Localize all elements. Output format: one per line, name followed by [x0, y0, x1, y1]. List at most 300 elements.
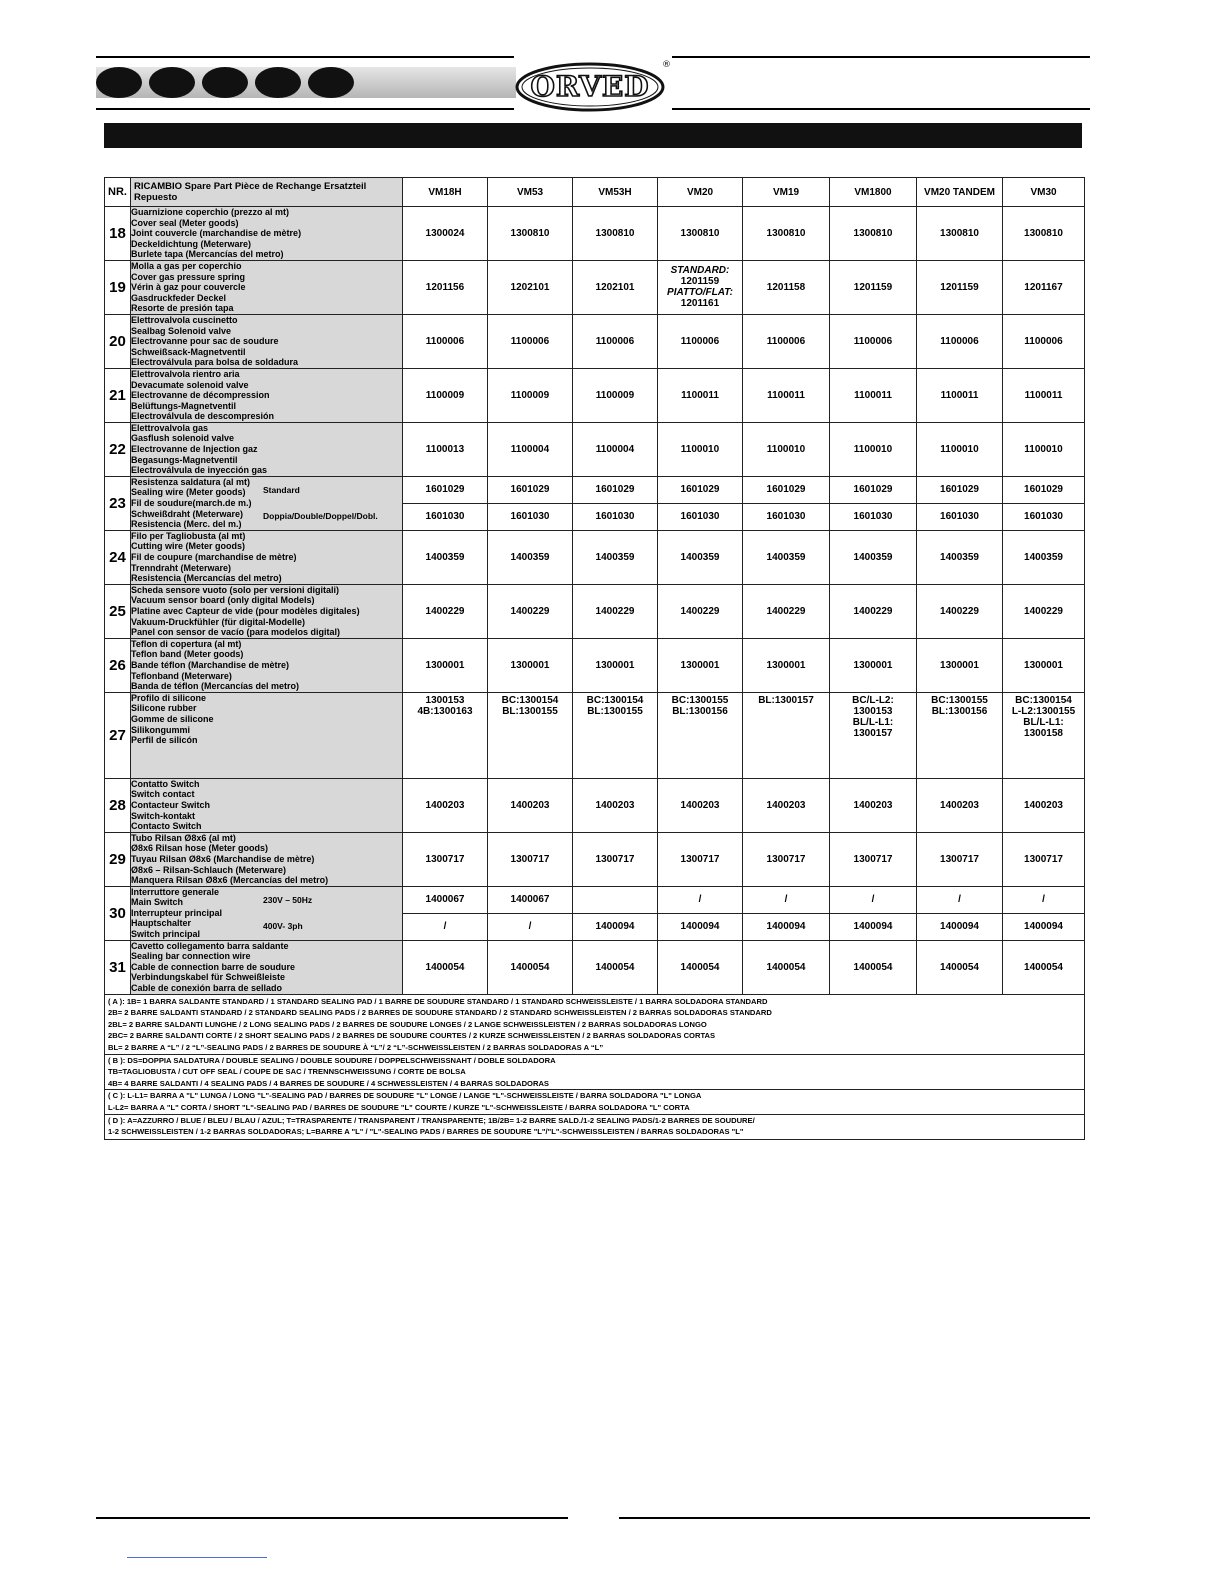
row-number: 19	[105, 260, 131, 314]
notes-line: 2BL= 2 BARRE SALDANTI LUNGHE / 2 LONG SEALING PADS / 2 BARRES DE SOUDURE LONGES / 2 LANGE SCHWEISSLEISTEN / 2 BARRAS SOLDADORAS LONGO	[108, 1019, 707, 1029]
part-code-cell	[743, 692, 830, 778]
header-dot-bar	[96, 67, 516, 98]
description-line: Switch principal	[131, 929, 201, 940]
description-line: Platine avec Capteur de vide (pour modèles digitales)	[131, 606, 360, 616]
table-row	[105, 314, 1085, 368]
option-label: 400V- 3ph	[263, 921, 303, 932]
part-description	[131, 207, 403, 261]
table-row	[105, 940, 1085, 994]
part-code-primary: 1601029	[1003, 477, 1084, 504]
description-line: Electrovanne de décompression	[131, 390, 270, 401]
header-dot	[202, 67, 248, 98]
part-code-cell	[573, 692, 658, 778]
description-line: Electroválvula de inyección gas	[131, 465, 268, 476]
notes-line: ( A ): 1B= 1 BARRA SALDANTE STANDARD / 1 STANDARD SEALING PAD / 1 BARRE DE SOUDURE STANDARD / 1 STANDARD SCHWEISSLEISTE / 1 BARRA SOLDADORA STANDARD	[108, 996, 768, 1006]
part-code-cell: 1300717	[488, 832, 573, 886]
part-code-primary: /	[830, 887, 916, 914]
part-code-cell: 1400229	[917, 584, 1003, 638]
part-code-cell: 1400359	[917, 530, 1003, 584]
part-code-cell: 1400359	[830, 530, 917, 584]
part-code-primary: 1601029	[917, 477, 1002, 504]
description-line: Panel con sensor de vacío (para modelos digital)	[131, 627, 341, 638]
part-code-cell: 1201159	[917, 260, 1003, 314]
description-line: Teflon di copertura (al mt)	[131, 638, 242, 649]
notes-row	[105, 994, 1085, 1139]
table-row	[105, 530, 1085, 584]
part-code-cell: 1100004	[488, 422, 573, 476]
row-number: 21	[105, 368, 131, 422]
part-code-cell: 1201158	[743, 260, 830, 314]
description-line: Belüftungs-Magnetventil	[131, 400, 236, 411]
option-label: Standard	[263, 484, 300, 495]
part-code-primary: 1400067	[403, 887, 487, 914]
table-row	[105, 584, 1085, 638]
part-code-cell: 1400203	[917, 778, 1003, 832]
registered-mark: ®	[662, 60, 671, 70]
part-code-cell: 1400229	[830, 584, 917, 638]
part-description	[131, 422, 403, 476]
table-row	[105, 207, 1085, 261]
split-cell	[1003, 887, 1084, 940]
part-code-cell	[488, 692, 573, 778]
part-code-cell: 1400359	[488, 530, 573, 584]
description-line: Fil de soudure(march.de m.)	[131, 498, 252, 509]
header-dot	[308, 67, 354, 98]
part-code-primary: 1601029	[830, 477, 916, 504]
part-code-line: 1300153	[853, 705, 893, 717]
model-header: VM1800	[830, 178, 917, 207]
part-description	[131, 778, 403, 832]
description-line: Cutting wire (Meter goods)	[131, 541, 245, 552]
part-code-cell: 1201167	[1003, 260, 1085, 314]
row-number: 22	[105, 422, 131, 476]
part-code-cell: 1100010	[658, 422, 743, 476]
part-code-primary: /	[1003, 887, 1084, 914]
description-line: Cover seal (Meter goods)	[131, 217, 239, 228]
model-header: VM19	[743, 178, 830, 207]
part-code-cell: 1100006	[658, 314, 743, 368]
description-line: Sealing bar connection wire	[131, 951, 251, 962]
description-line: Vacuum sensor board (only digital Models)	[131, 595, 315, 606]
part-description	[131, 314, 403, 368]
part-code-line: 1300158	[1024, 727, 1063, 739]
part-code-cell: 1400054	[830, 940, 917, 994]
footer-link-underline	[127, 1557, 267, 1558]
part-code-cell: 1400054	[917, 940, 1003, 994]
split-cell	[917, 887, 1002, 940]
part-code-cell: 1300001	[488, 638, 573, 692]
part-code-line: BL/L-L1:	[1023, 716, 1064, 728]
part-code-cell: 1300717	[830, 832, 917, 886]
description-line: Guarnizione coperchio (prezzo al mt)	[131, 207, 290, 217]
nr-header: NR.	[105, 178, 131, 207]
row-number: 27	[105, 692, 131, 778]
part-code-variant: 1201159	[680, 276, 720, 288]
part-code-cell: 1300810	[573, 207, 658, 261]
part-code-cell: 1100006	[573, 314, 658, 368]
part-code-cell: 1300717	[743, 832, 830, 886]
description-line: Hauptschalter	[131, 918, 192, 929]
description-line: Vérin à gaz pour couvercle	[131, 282, 246, 293]
description-line: Profilo di silicone	[131, 692, 207, 703]
part-code-primary: 1601029	[403, 477, 487, 504]
part-code-primary: 1601029	[488, 477, 572, 504]
part-code-line: BL:1300156	[672, 705, 728, 717]
part-code-cell: 1100011	[743, 368, 830, 422]
split-cell	[917, 477, 1002, 530]
table-row	[105, 832, 1085, 886]
description-line: Elettrovalvola cuscinetto	[131, 314, 238, 325]
part-code-line: 1300157	[853, 727, 893, 739]
description-line: Resistencia (Mercancías del metro)	[131, 573, 282, 584]
part-code-cell: 1400229	[488, 584, 573, 638]
part-code-secondary: 1400094	[940, 921, 979, 933]
part-code-primary: 1601029	[743, 477, 829, 504]
part-code-line: BL/L-L1:	[852, 716, 894, 728]
part-code-primary: 1601029	[658, 477, 742, 504]
notes-line: TB=TAGLIOBUSTA / CUT OFF SEAL / COUPE DE SAC / TRENNSCHWEISSUNG / CORTE DE BOLSA	[108, 1067, 466, 1077]
header-bottom-rule-right	[672, 108, 1090, 110]
header-top-rule-right	[672, 56, 1090, 58]
description-line: Devacumate solenoid valve	[131, 379, 249, 390]
part-code-cell: 1100011	[1003, 368, 1085, 422]
part-code-cell: 1400359	[1003, 530, 1085, 584]
row-number: 29	[105, 832, 131, 886]
part-code-variant: STANDARD:	[670, 265, 730, 277]
part-code-secondary: 1601030	[940, 511, 979, 523]
row-number: 24	[105, 530, 131, 584]
spare-parts-table	[104, 177, 1085, 1140]
split-cell	[1003, 477, 1084, 530]
model-header: VM30	[1003, 178, 1085, 207]
description-line: Contacteur Switch	[131, 799, 211, 810]
part-description	[131, 260, 403, 314]
orved-logo	[514, 58, 670, 112]
part-description	[131, 476, 403, 530]
description-line: Teflonband (Meterware)	[131, 670, 232, 681]
table-row	[105, 886, 1085, 940]
part-code-cell: 1400054	[743, 940, 830, 994]
part-code-cell	[488, 476, 573, 530]
part-code-cell	[658, 692, 743, 778]
description-line: Interrupteur principal	[131, 907, 223, 918]
part-code-primary: /	[917, 887, 1002, 914]
part-code-cell: 1300001	[573, 638, 658, 692]
description-with-options	[131, 477, 402, 530]
part-code-cell: 1100013	[403, 422, 488, 476]
part-code-cell	[830, 886, 917, 940]
description-line: Banda de téflon (Mercancías del metro)	[131, 681, 300, 692]
model-header: VM53	[488, 178, 573, 207]
part-code-cell: 1300001	[403, 638, 488, 692]
part-code-line: BC:1300154	[501, 694, 559, 706]
part-code-cell: 1300810	[743, 207, 830, 261]
model-header: VM53H	[573, 178, 658, 207]
part-description	[131, 584, 403, 638]
description-line: Switch contact	[131, 789, 195, 800]
part-code-cell: 1100009	[488, 368, 573, 422]
table-row	[105, 260, 1085, 314]
part-code-cell: 1300024	[403, 207, 488, 261]
part-code-cell: 1300717	[917, 832, 1003, 886]
part-code-secondary: 1601030	[766, 511, 806, 523]
model-header: VM18H	[403, 178, 488, 207]
part-description	[131, 368, 403, 422]
notes-legend	[105, 994, 1085, 1139]
part-code-secondary: 1601030	[510, 511, 550, 523]
header-dot	[96, 67, 142, 98]
split-cell	[403, 477, 487, 530]
part-code-cell: 1300001	[917, 638, 1003, 692]
part-code-variant: PIATTO/FLAT:	[667, 287, 733, 299]
part-code-cell: 1202101	[488, 260, 573, 314]
notes-line: BL= 2 BARRE A “L” / 2 “L”-SEALING PADS / 2 BARRES DE SOUDURE À “L”/ 2 “L”-SCHWEISSLEISTEN / 2 BARRAS SOLDADORAS A “L”	[108, 1043, 604, 1053]
part-code-cell: 1100006	[830, 314, 917, 368]
part-code-cell: 1400054	[488, 940, 573, 994]
row-number: 31	[105, 940, 131, 994]
description-line: Vakuum-Druckfühler (für digital-Modelle)	[131, 616, 306, 627]
split-cell	[658, 887, 742, 940]
description-line: Electroválvula para bolsa de soldadura	[131, 357, 299, 368]
description-line: Contacto Switch	[131, 821, 202, 832]
part-code-cell	[658, 260, 743, 314]
part-code-primary: 1400067	[488, 887, 572, 914]
part-code-cell: 1100010	[917, 422, 1003, 476]
part-code-line: BC:1300154	[586, 694, 644, 706]
split-cell	[830, 477, 916, 530]
description-line: Ø8x6 Rilsan hose (Meter goods)	[131, 843, 269, 854]
part-code-cell: 1400359	[658, 530, 743, 584]
description-line: Trenndraht (Meterware)	[131, 562, 232, 573]
part-code-cell: 1400054	[658, 940, 743, 994]
footer-rule-left	[96, 1517, 568, 1519]
split-cell	[403, 887, 487, 940]
part-code-line: BC:1300155	[931, 694, 988, 706]
description-line: Tubo Rilsan Ø8x6 (al mt)	[131, 832, 236, 843]
table-row	[105, 476, 1085, 530]
description-line: Main Switch	[131, 897, 184, 908]
notes-line: ( C ): L-L1= BARRA A "L" LUNGA / LONG "L"-SEALING PAD / BARRES DE SOUDURE "L" LONGE / LANGE "L"-SCHWEISSLEISTE / BARRA SOLDADORA "L" LONGA	[108, 1091, 702, 1101]
part-description	[131, 692, 403, 778]
part-code-cell: 1400203	[573, 778, 658, 832]
part-code-cell: 1400229	[658, 584, 743, 638]
description-line: Deckeldichtung (Meterware)	[131, 238, 252, 249]
part-code-cell	[403, 476, 488, 530]
notes-line: L-L2= BARRA A "L" CORTA / SHORT "L"-SEALING PAD / BARRES DE SOUDURE "L" COURTE / KURZE "L"-SCHWEISSLEISTE / BARRA SOLDADORA "L" CORTA	[108, 1103, 690, 1112]
part-code-cell: 1100010	[1003, 422, 1085, 476]
part-code-line: BL:1300155	[587, 705, 643, 717]
part-code-line: BC/L-L2:	[852, 694, 894, 706]
part-code-cell: 1100010	[830, 422, 917, 476]
part-code-cell: 1100006	[403, 314, 488, 368]
part-code-cell: 1400229	[1003, 584, 1085, 638]
part-code-secondary: 1601030	[1024, 511, 1063, 523]
part-code-cell	[917, 886, 1003, 940]
part-code-secondary: /	[528, 921, 532, 933]
description-lines	[131, 477, 259, 530]
option-labels	[259, 887, 312, 940]
footer-rule-right	[619, 1517, 1090, 1519]
part-code-secondary: 1601030	[853, 511, 893, 523]
part-code-line: BC:1300154	[1015, 694, 1072, 706]
description-line: Molla a gas per coperchio	[131, 260, 242, 271]
description-line: Ø8x6 – Rilsan-Schlauch (Meterware)	[131, 864, 287, 875]
split-cell	[573, 887, 657, 940]
description-line: Sealing wire (Meter goods)	[131, 487, 246, 498]
part-header: RICAMBIO Spare Part Pièce de Rechange Ersatzteil Repuesto	[131, 178, 403, 207]
part-code-cell: 1100004	[573, 422, 658, 476]
table-header-row	[105, 178, 1085, 207]
part-code-line: BL:1300157	[758, 694, 814, 706]
description-line: Elettrovalvola gas	[131, 422, 209, 433]
notes-line: ( D ): A=AZZURRO / BLUE / BLEU / BLAU / AZUL; T=TRASPARENTE / TRANSPARENT / TRANSPARENTE; 1B/2B= 1-2 BARRE SALD./1-2 SEALING PADS/1-2 BARRES DE SOUDURE/	[108, 1115, 755, 1125]
part-code-cell: 1300717	[403, 832, 488, 886]
notes-group	[105, 996, 1084, 1055]
header-bottom-rule-left	[96, 108, 514, 110]
notes-line: ( B ): DS=DOPPIA SALDATURA / DOUBLE SEALING / DOUBLE SOUDURE / DOPPELSCHWEISSNAHT / DOBLE SOLDADORA	[108, 1055, 556, 1065]
part-code-line: 4B:1300163	[417, 705, 473, 717]
description-line: Electroválvula de descompresión	[131, 411, 275, 422]
description-line: Perfil de silicón	[131, 735, 198, 746]
option-label: Doppia/Double/Doppel/Dobl.	[263, 511, 378, 522]
part-code-cell: 1400203	[830, 778, 917, 832]
part-code-cell	[1003, 692, 1085, 778]
notes-group	[105, 1090, 1084, 1114]
part-code-cell: 1400203	[658, 778, 743, 832]
description-lines	[131, 887, 259, 940]
row-number: 18	[105, 207, 131, 261]
part-code-cell: 1100006	[917, 314, 1003, 368]
split-cell	[830, 887, 916, 940]
part-code-cell: 1100006	[1003, 314, 1085, 368]
description-line: Scheda sensore vuoto (solo per versioni digitali)	[131, 584, 340, 595]
part-code-cell: 1400359	[743, 530, 830, 584]
split-cell	[743, 887, 829, 940]
split-cell	[743, 477, 829, 530]
part-code-cell: 1400229	[403, 584, 488, 638]
notes-line: 4B= 4 BARRE SALDANTI / 4 SEALING PADS / 4 BARRES DE SOUDURE / 4 SCHWESSLEISTEN / 4 BARRAS SOLDADORAS	[108, 1078, 549, 1088]
split-cell	[658, 477, 742, 530]
description-line: Switch-kontakt	[131, 810, 196, 821]
row-number: 25	[105, 584, 131, 638]
part-code-cell: 1300810	[488, 207, 573, 261]
notes-group	[105, 1115, 1084, 1138]
part-code-cell: 1400203	[1003, 778, 1085, 832]
notes-line: 2BC= 2 BARRE SALDANTI CORTE / 2 SHORT SEALING PADS / 2 BARRES DE SOUDURE COURTES / 2 KURZE SCHWEISSLEISTEN / 2 BARRAS SOLDADORAS CORTAS	[108, 1031, 716, 1041]
description-line: Contatto Switch	[131, 778, 200, 789]
option-label: 230V – 50Hz	[263, 894, 313, 905]
part-code-cell: 1400203	[743, 778, 830, 832]
part-code-cell	[658, 886, 743, 940]
description-line: Silikongummi	[131, 724, 191, 735]
part-code-cell: 1100009	[573, 368, 658, 422]
logo-text: ORVED	[530, 70, 650, 103]
description-line: Filo per Tagliobusta (al mt)	[131, 530, 246, 541]
part-code-cell: 1300810	[658, 207, 743, 261]
part-code-cell	[830, 476, 917, 530]
row-number: 26	[105, 638, 131, 692]
part-code-cell: 1100006	[743, 314, 830, 368]
part-code-cell: 1400359	[573, 530, 658, 584]
description-line: Bande téflon (Marchandise de mètre)	[131, 659, 290, 670]
description-line: Interruttore generale	[131, 886, 220, 897]
description-line: Resistenza saldatura (al mt)	[131, 476, 251, 487]
section-title-bar	[104, 123, 1082, 148]
description-line: Sealbag Solenoid valve	[131, 325, 232, 336]
part-code-line: L-L2:1300155	[1011, 705, 1076, 717]
header-dot	[149, 67, 195, 98]
part-description	[131, 530, 403, 584]
description-line: Schweißdraht (Meterware)	[131, 508, 244, 519]
part-code-cell: 1400054	[403, 940, 488, 994]
part-code-cell	[403, 692, 488, 778]
notes-group	[105, 1055, 1084, 1091]
description-line: Schweißsack-Magnetventil	[131, 346, 246, 357]
description-line: Gasflush solenoid valve	[131, 433, 235, 444]
description-line: Fil de coupure (marchandise de mètre)	[131, 552, 297, 563]
part-code-cell	[1003, 886, 1085, 940]
description-line: Resorte de presión tapa	[131, 303, 234, 314]
part-code-secondary: 1601030	[595, 511, 635, 523]
description-line: Teflon band (Meter goods)	[131, 649, 244, 660]
part-code-cell: 1300810	[1003, 207, 1085, 261]
part-code-cell: 1100011	[830, 368, 917, 422]
part-code-line: BL:1300155	[502, 705, 558, 717]
part-code-secondary: 1400094	[595, 921, 635, 933]
part-code-cell: 1300717	[1003, 832, 1085, 886]
part-code-cell	[658, 476, 743, 530]
part-code-primary: /	[658, 887, 742, 914]
description-line: Burlete tapa (Mercancías del metro)	[131, 249, 284, 260]
part-code-cell	[488, 886, 573, 940]
split-cell	[488, 477, 572, 530]
part-code-cell: 1300717	[658, 832, 743, 886]
description-line: Silicone rubber	[131, 703, 197, 714]
table-row	[105, 778, 1085, 832]
part-code-cell	[743, 886, 830, 940]
description-line: Cavetto collegamento barra saldante	[131, 940, 289, 951]
part-code-secondary: /	[443, 921, 447, 933]
part-code-cell: 1202101	[573, 260, 658, 314]
description-line: Joint couvercle (marchandise de mètre)	[131, 228, 302, 239]
part-code-line: 1300153	[425, 694, 465, 706]
part-code-cell: 1201159	[830, 260, 917, 314]
part-code-cell: 1400359	[403, 530, 488, 584]
description-line: Cover gas pressure spring	[131, 271, 246, 282]
notes-line: 2B= 2 BARRE SALDANTI STANDARD / 2 STANDARD SEALING PADS / 2 BARRES DE SOUDURE STANDARD / 2 STANDARD SCHWEISSLEISTEN / 2 BARRAS SOLDADORAS STANDARD	[108, 1008, 772, 1018]
part-description	[131, 940, 403, 994]
option-labels	[259, 477, 378, 530]
part-code-cell	[573, 886, 658, 940]
part-code-cell: 1300001	[743, 638, 830, 692]
part-code-cell: 1100011	[658, 368, 743, 422]
description-with-options	[131, 887, 402, 940]
description-line: Electrovanne de Injection gaz	[131, 444, 258, 455]
part-code-cell: 1400054	[1003, 940, 1085, 994]
part-code-secondary: 1601030	[680, 511, 720, 523]
part-code-cell: 1300717	[573, 832, 658, 886]
part-code-primary: /	[743, 887, 829, 914]
part-code-cell: 1100011	[917, 368, 1003, 422]
part-code-cell: 1400229	[573, 584, 658, 638]
description-line: Tuyau Rilsan Ø8x6 (Marchandise de mètre)	[131, 853, 315, 864]
part-description	[131, 638, 403, 692]
row-number: 28	[105, 778, 131, 832]
table-row	[105, 422, 1085, 476]
part-code-cell: 1400203	[403, 778, 488, 832]
part-code-secondary: 1400094	[853, 921, 893, 933]
part-code-cell	[743, 476, 830, 530]
